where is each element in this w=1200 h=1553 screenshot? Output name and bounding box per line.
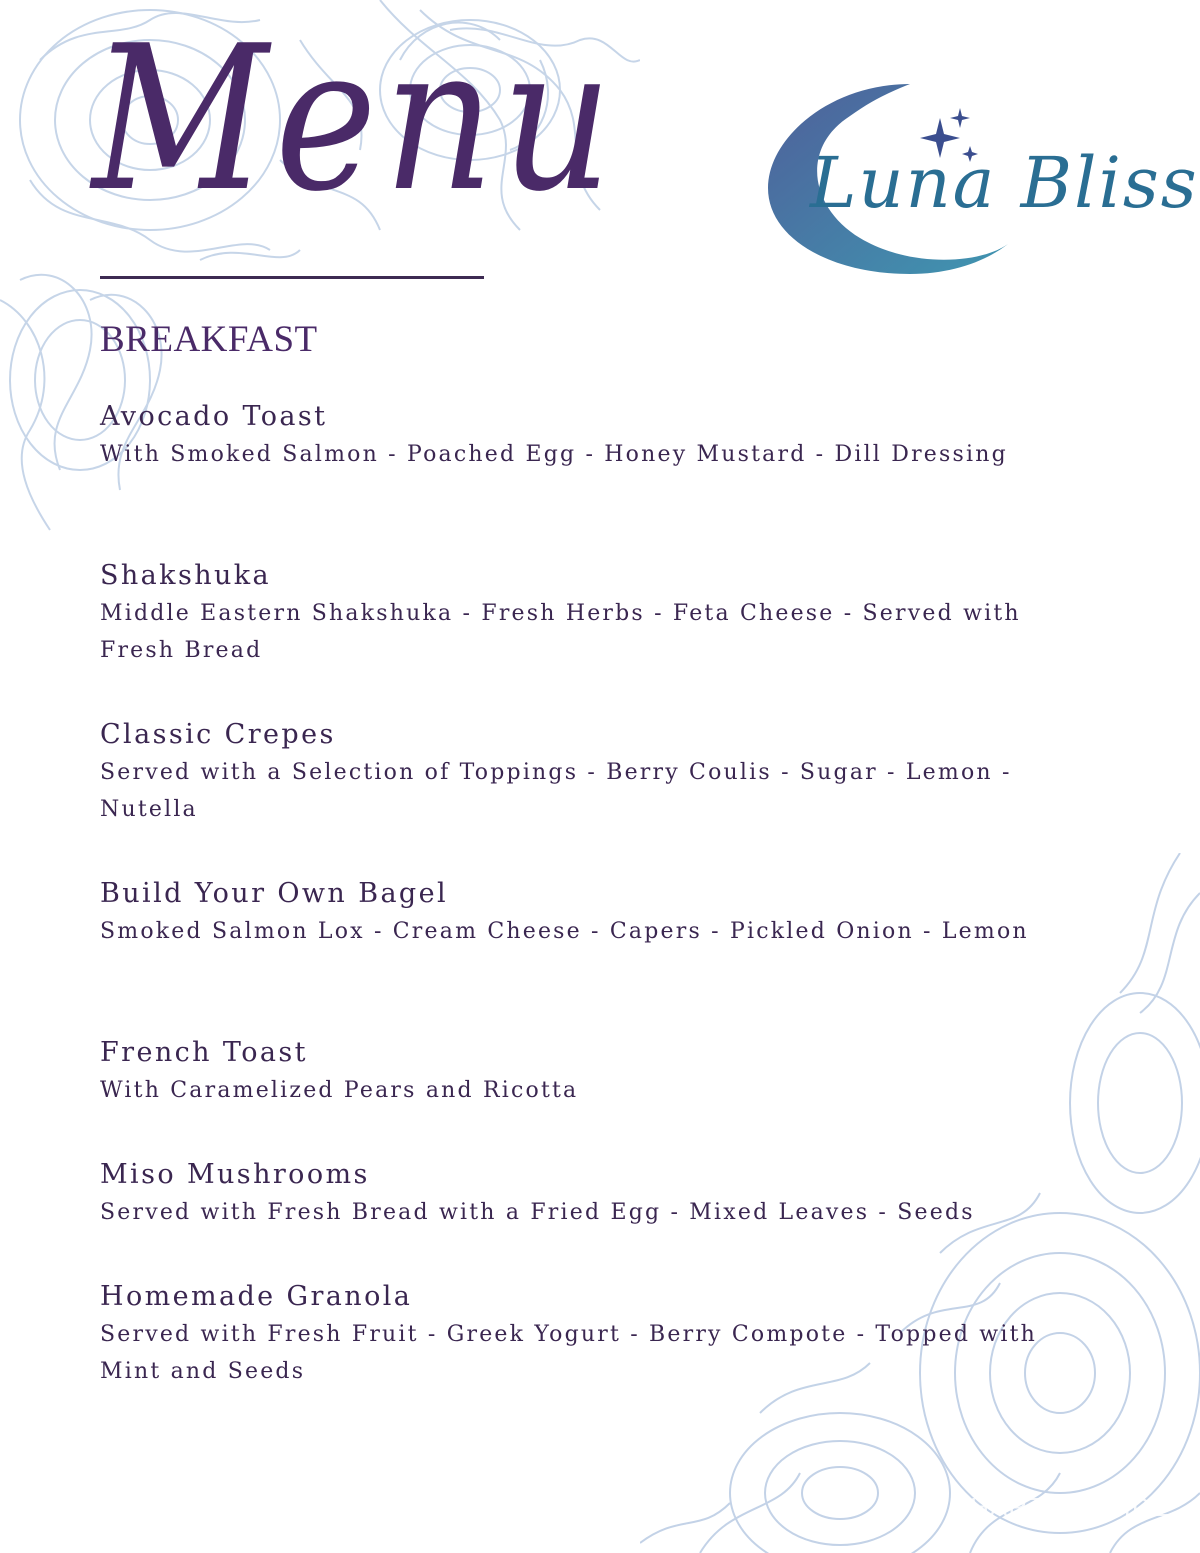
menu-item xyxy=(100,875,1100,1034)
menu-item-description: Served with Fresh Fruit - Greek Yogurt - Berry Compote - Topped with Mint and Seeds xyxy=(100,1322,1037,1384)
menu-item-name: Build Your Own Bagel xyxy=(100,878,449,909)
menu-item-name: Homemade Granola xyxy=(100,1281,413,1312)
watermark: CHARTERGUIDE xyxy=(950,1492,1170,1522)
menu-item xyxy=(100,1156,1100,1278)
title-divider xyxy=(100,276,484,279)
menu-item-name: Shakshuka xyxy=(100,560,272,591)
menu-title: Menu xyxy=(92,3,619,236)
menu-item xyxy=(100,1034,1100,1156)
menu-item xyxy=(100,557,1100,716)
menu-item-description: With Caramelized Pears and Ricotta xyxy=(100,1078,579,1103)
menu-item-name: French Toast xyxy=(100,1037,308,1068)
menu-item xyxy=(100,716,1100,875)
menu-item-description: Served with Fresh Bread with a Fried Egg - Mixed Leaves - Seeds xyxy=(100,1200,975,1225)
menu-item-name: Avocado Toast xyxy=(100,401,328,432)
menu-item-description: With Smoked Salmon - Poached Egg - Honey Mustard - Dill Dressing xyxy=(100,442,1008,467)
brand-logo-text: Luna Bliss xyxy=(810,142,1199,224)
menu-item-description: Served with a Selection of Toppings - Berry Coulis - Sugar - Lemon - Nutella xyxy=(100,760,1012,822)
menu-item-name: Classic Crepes xyxy=(100,719,336,750)
menu-items-list xyxy=(100,398,1100,1437)
menu-item xyxy=(100,1278,1100,1437)
menu-item-name: Miso Mushrooms xyxy=(100,1159,370,1190)
menu-item-description: Smoked Salmon Lox - Cream Cheese - Capers - Pickled Onion - Lemon xyxy=(100,919,1029,944)
section-heading: BREAKFAST xyxy=(100,319,318,360)
menu-item-description: Middle Eastern Shakshuka - Fresh Herbs - Feta Cheese - Served with Fresh Bread xyxy=(100,601,1021,663)
menu-item xyxy=(100,398,1100,557)
brand-logo xyxy=(760,78,1199,278)
